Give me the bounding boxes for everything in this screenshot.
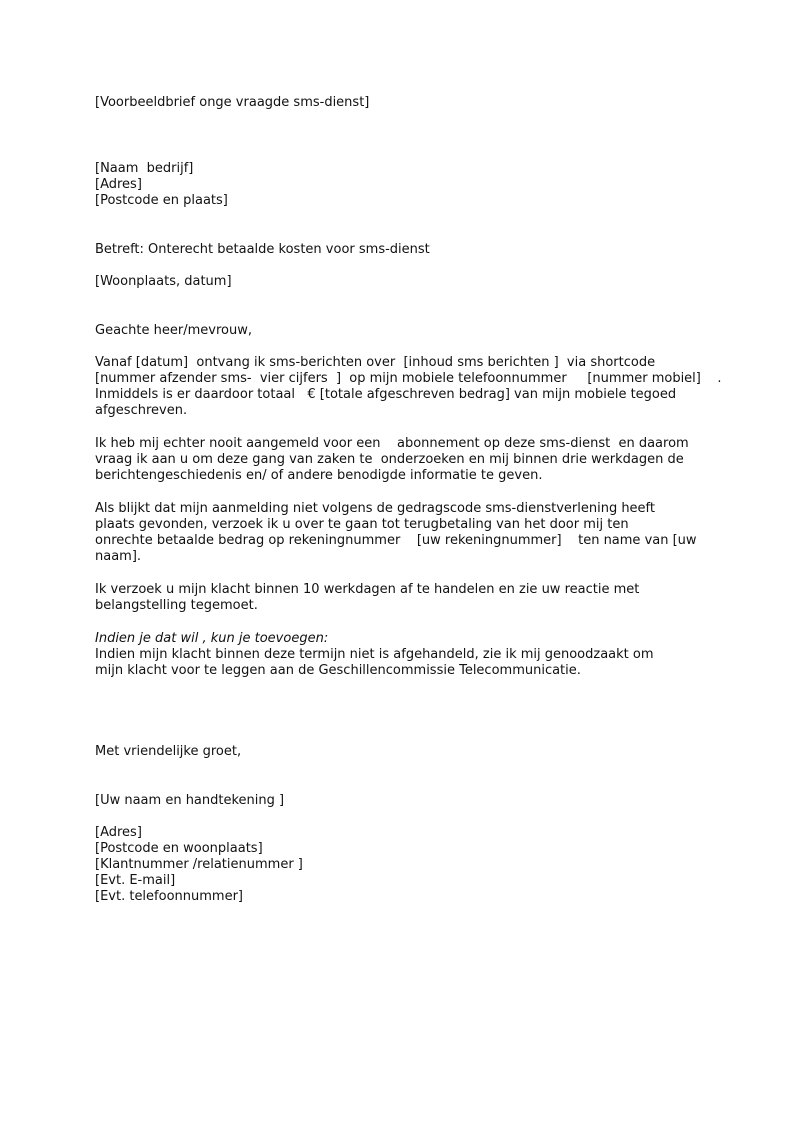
optional-intro: Indien je dat wil , kun je toevoegen: [95,631,329,646]
sender-email: [Evt. E-mail] [95,873,176,888]
sender-name-signature: [Uw naam en handtekening ] [95,793,285,808]
salutation: Geachte heer/mevrouw, [95,323,252,338]
paragraph-1-line: Vanaf [datum] ontvang ik sms-berichten over [inhoud sms berichten ] via shortcode [95,355,656,370]
recipient-address: [Adres] [95,177,142,192]
sender-phone: [Evt. telefoonnummer] [95,889,243,904]
paragraph-1-line: Inmiddels is er daardoor totaal € [totale afgeschreven bedrag] van mijn mobiele tegoed [95,387,677,402]
recipient-company: [Naam bedrijf] [95,161,194,176]
paragraph-4-line: belangstelling tegemoet. [95,598,258,613]
paragraph-5-line: mijn klacht voor te leggen aan de Geschillencommissie Telecommunicatie. [95,663,581,678]
sender-address: [Adres] [95,825,142,840]
paragraph-1-line: [nummer afzender sms- vier cijfers ] op mijn mobiele telefoonnummer [nummer mobiel] . [95,371,722,386]
paragraph-4-line: Ik verzoek u mijn klacht binnen 10 werkdagen af te handelen en zie uw reactie met [95,582,640,597]
place-date: [Woonplaats, datum] [95,274,232,289]
paragraph-3-line: naam]. [95,549,142,564]
paragraph-3-line: plaats gevonden, verzoek ik u over te gaan tot terugbetaling van het door mij ten [95,517,629,532]
paragraph-5-line: Indien mijn klacht binnen deze termijn niet is afgehandeld, zie ik mij genoodzaakt om [95,647,654,662]
paragraph-2-line: vraag ik aan u om deze gang van zaken te onderzoeken en mij binnen drie werkdagen de [95,452,684,467]
paragraph-2-line: Ik heb mij echter nooit aangemeld voor een abonnement op deze sms-dienst en daarom [95,436,689,451]
sender-customer-number: [Klantnummer /relatienummer ] [95,857,303,872]
sender-postcode-city: [Postcode en woonplaats] [95,841,263,856]
paragraph-2-line: berichtengeschiedenis en/ of andere benodigde informatie te geven. [95,468,543,483]
subject-line: Betreft: Onterecht betaalde kosten voor sms-dienst [95,242,430,257]
paragraph-1-line: afgeschreven. [95,403,188,418]
recipient-postcode-city: [Postcode en plaats] [95,193,228,208]
closing: Met vriendelijke groet, [95,744,242,759]
paragraph-3-line: onrechte betaalde bedrag op rekeningnummer [uw rekeningnummer] ten name van [uw [95,533,697,548]
letter-title: [Voorbeeldbrief onge vraagde sms-dienst] [95,95,370,110]
paragraph-3-line: Als blijkt dat mijn aanmelding niet volgens de gedragscode sms-dienstverlening heeft [95,501,656,516]
